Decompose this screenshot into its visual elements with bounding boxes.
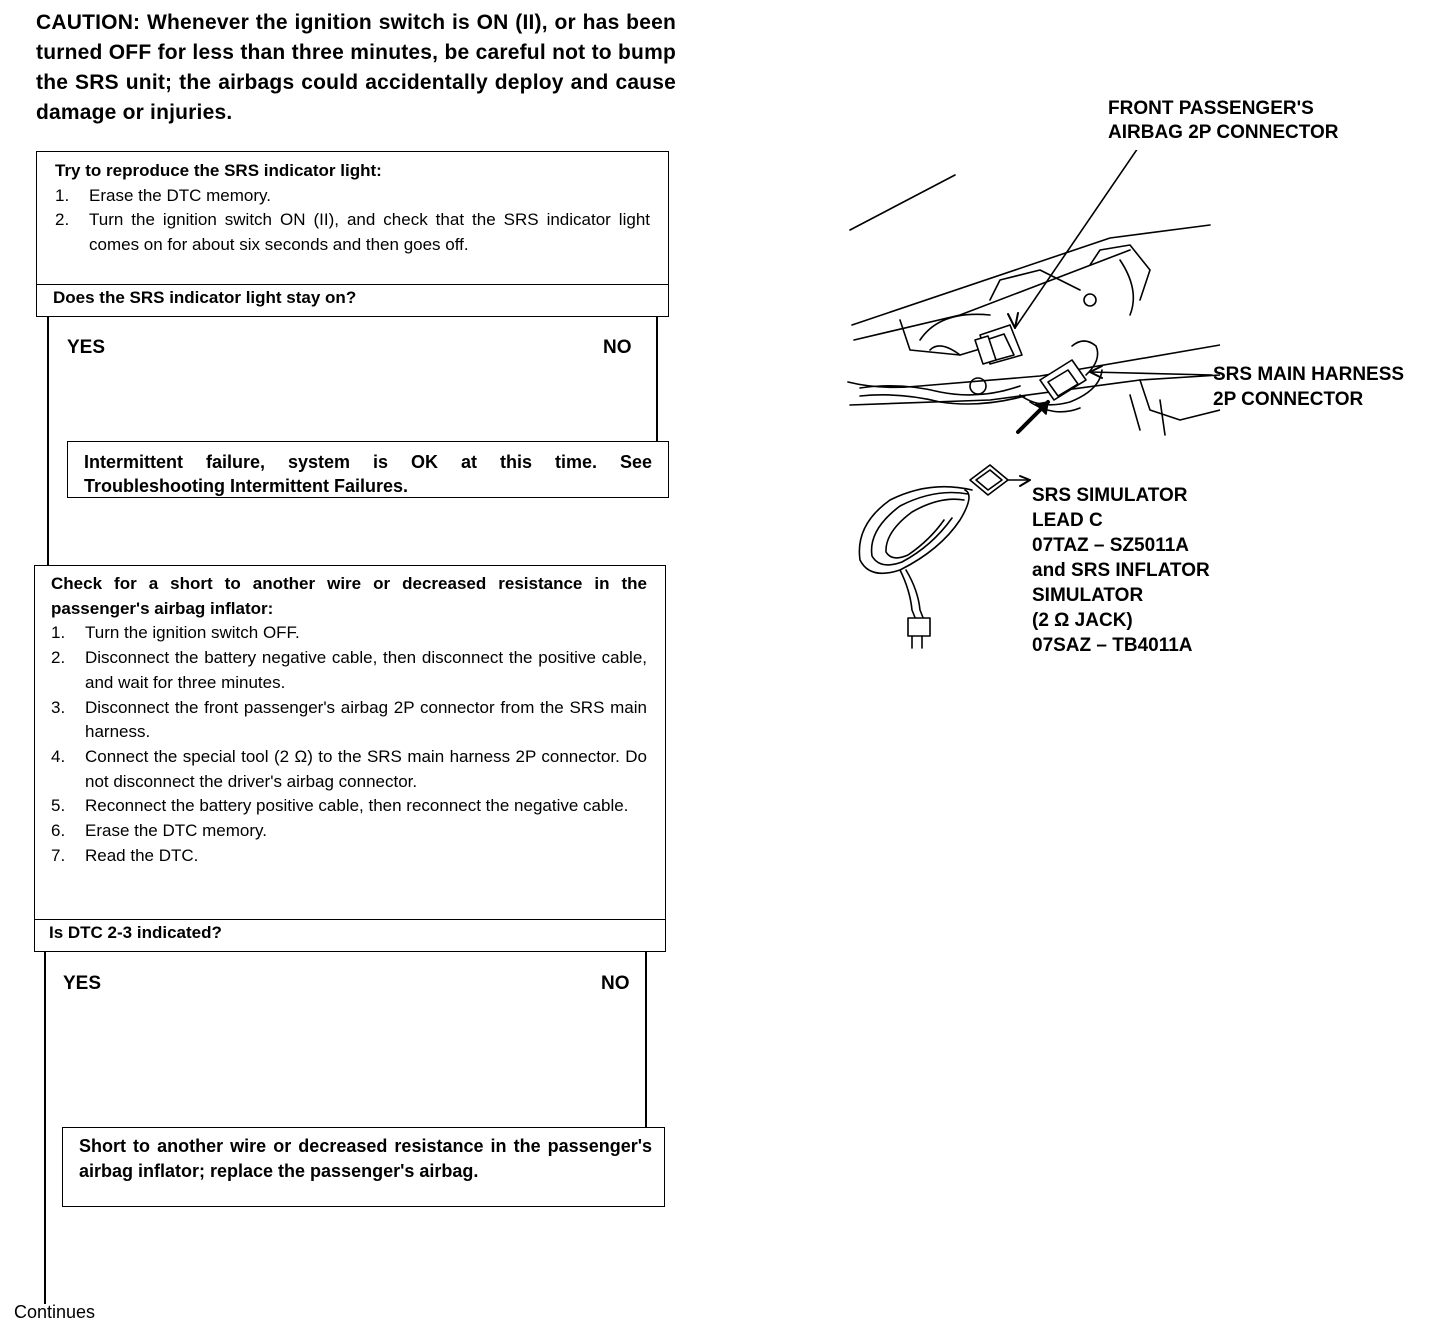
step2-yes-line — [44, 952, 46, 1304]
list-item: 3. Disconnect the front passenger's airbag 2P connector from the SRS main harness. — [51, 697, 647, 742]
step1-heading: Try to reproduce the SRS indicator light: — [55, 161, 382, 180]
step1-yes-line — [47, 317, 49, 567]
step1-no-label: NO — [603, 337, 632, 358]
continues-label: Continues — [14, 1302, 96, 1322]
caution-text: CAUTION: Whenever the ignition switch is ON (II), or has been turned OFF for less than three minutes, be careful not to bump the SRS unit; the airbags could accidentally deploy and cause damage or injuries. — [36, 11, 676, 124]
step1-result-box — [67, 441, 669, 498]
list-item: 2. Disconnect the battery negative cable, then disconnect the positive cable, and wait for three minutes. — [51, 648, 647, 692]
harness-connector-label-2: 2P CONNECTOR — [1213, 389, 1364, 410]
front-passenger-connector — [920, 314, 1022, 364]
step2-no-line — [645, 952, 647, 1127]
srs-simulator-lead — [859, 465, 1030, 648]
list-item: 1. Erase the DTC memory. — [55, 185, 272, 205]
step2-question: Is DTC 2-3 indicated? — [34, 920, 666, 952]
front-connector-label-2: AIRBAG 2P CONNECTOR — [1108, 122, 1339, 143]
simulator-label-line: LEAD C — [1032, 510, 1103, 531]
simulator-label-line: (2 Ω JACK) — [1032, 610, 1133, 631]
list-item: 1. Turn the ignition switch OFF. — [51, 623, 300, 643]
step2-heading: Check for a short to another wire or decreased resistance in the passenger's airbag inflator: — [51, 574, 647, 618]
harness-connector-label-1: SRS MAIN HARNESS — [1213, 364, 1405, 385]
step1-question: Does the SRS indicator light stay on? — [36, 285, 669, 317]
list-item: 6. Erase the DTC memory. — [51, 821, 268, 841]
step2-result-box — [62, 1127, 665, 1207]
step2-result-text: Short to another wire or decreased resistance in the passenger's airbag inflator; replace the passenger's airbag. — [79, 1136, 652, 1181]
step2-yes-label: YES — [63, 973, 102, 994]
step1-box — [36, 151, 669, 285]
step1-result-text: Intermittent failure, system is OK at this time. See Troubleshooting Intermittent Failures. — [84, 452, 652, 496]
step2-box — [34, 565, 666, 920]
simulator-label-line: and SRS INFLATOR — [1032, 560, 1210, 581]
list-item: 7. Read the DTC. — [51, 845, 199, 865]
list-item: 5. Reconnect the battery positive cable, then reconnect the negative cable. — [51, 796, 629, 816]
step2-no-label: NO — [601, 973, 630, 994]
step1-no-line — [656, 317, 658, 441]
simulator-label-line: SIMULATOR — [1032, 585, 1144, 606]
step1-list — [55, 184, 650, 258]
step2-list — [51, 621, 647, 868]
step1-yes-label: YES — [67, 337, 106, 358]
simulator-label-line: SRS SIMULATOR — [1032, 485, 1188, 506]
simulator-label-line: 07TAZ – SZ5011A — [1032, 535, 1190, 556]
list-item: 2. Turn the ignition switch ON (II), and check that the SRS indicator light comes on for about six seconds and then goes off. — [55, 210, 650, 254]
list-item: 4. Connect the special tool (2 Ω) to the SRS main harness 2P connector. Do not disconnect the driver's airbag connector. — [51, 746, 647, 791]
front-connector-label-1: FRONT PASSENGER'S — [1108, 98, 1314, 119]
airbag-connector-diagram — [840, 150, 1220, 670]
simulator-label-line: 07SAZ – TB4011A — [1032, 635, 1193, 656]
